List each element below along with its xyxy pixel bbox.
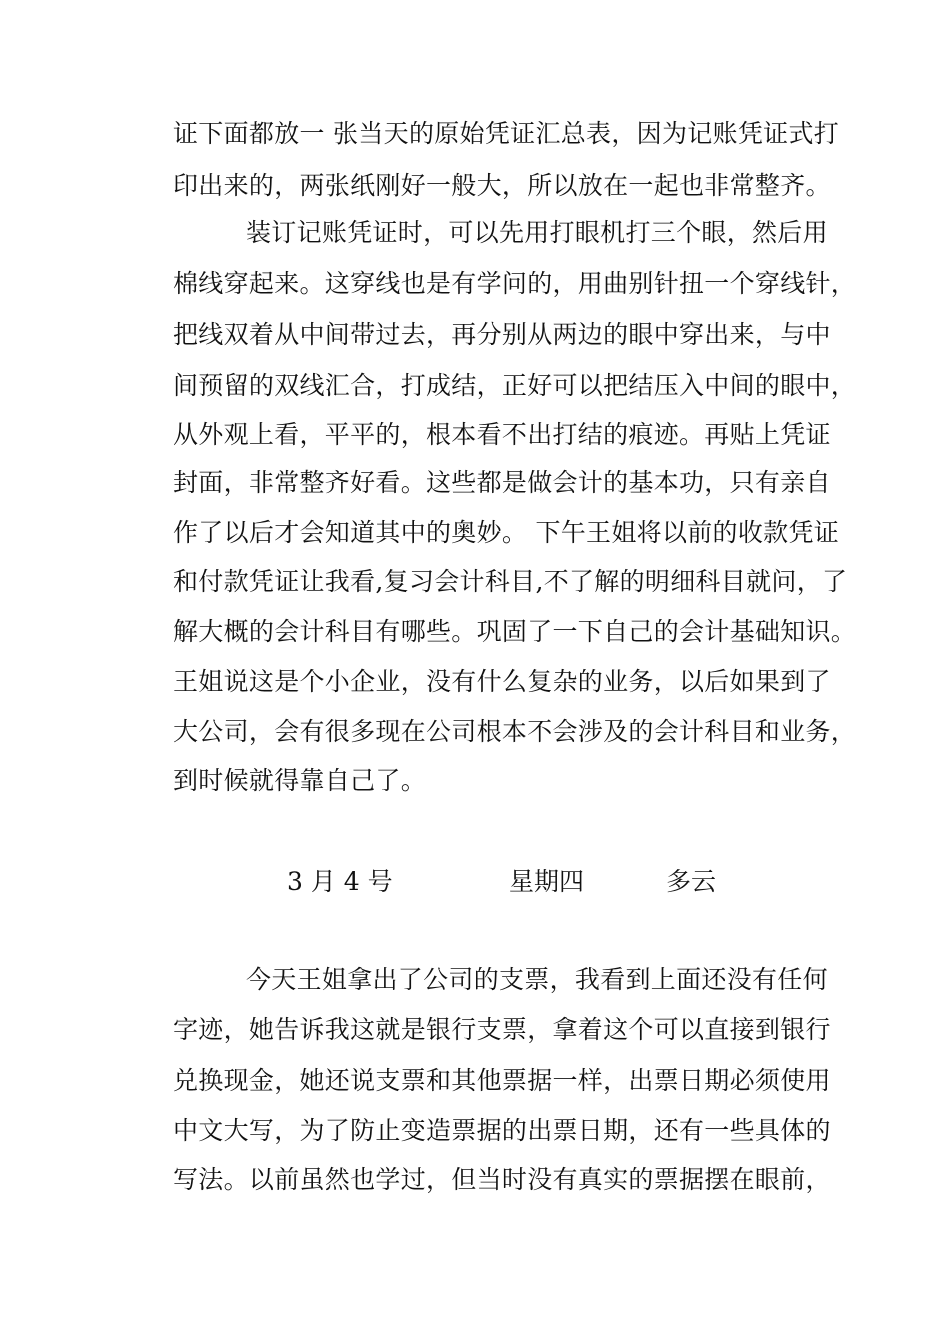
paragraph2-line-10: 王姐说这是个小企业，没有什么复杂的业务，以后如果到了 bbox=[173, 667, 831, 696]
date-text: 3 月 4 号 bbox=[287, 867, 393, 896]
paragraph3-line-4: 中文大写，为了防止变造票据的出票日期，还有一些具体的 bbox=[173, 1116, 831, 1145]
paragraph2-line-4: 间预留的双线汇合，打成结，正好可以把结压入中间的眼中， bbox=[173, 371, 857, 400]
paragraph2-line-3: 把线双着从中间带过去，再分别从两边的眼中穿出来，与中 bbox=[173, 320, 831, 349]
paragraph2-line-9: 解大概的会计科目有哪些。巩固了一下自己的会计基础知识。 bbox=[173, 617, 857, 646]
paragraph2-line-11: 大公司，会有很多现在公司根本不会涉及的会计科目和业务， bbox=[173, 717, 857, 746]
paragraph3-line-5: 写法。以前虽然也学过，但当时没有真实的票据摆在眼前， bbox=[173, 1165, 831, 1194]
paragraph2-line-12: 到时候就得靠自己了。 bbox=[173, 766, 427, 795]
paragraph2-line-6: 封面，非常整齐好看。这些都是做会计的基本功，只有亲自 bbox=[173, 468, 831, 497]
paragraph3-line-2: 字迹，她告诉我这就是银行支票，拿着这个可以直接到银行 bbox=[173, 1015, 831, 1044]
weekday-text: 星期四 bbox=[509, 867, 585, 896]
paragraph2-line-7: 作了以后才会知道其中的奥妙。 下午王姐将以前的收款凭证 bbox=[173, 518, 840, 547]
paragraph3-line-1: 今天王姐拿出了公司的支票，我看到上面还没有任何 bbox=[246, 965, 828, 994]
paragraph2-line-1: 装订记账凭证时，可以先用打眼机打三个眼，然后用 bbox=[246, 218, 828, 247]
paragraph1-line-1: 证下面都放一 张当天的原始凭证汇总表，因为记账凭证式打 bbox=[173, 119, 840, 148]
paragraph2-line-8: 和付款凭证让我看,复习会计科目,不了解的明细科目就问，了 bbox=[173, 567, 848, 596]
paragraph1-line-2: 印出来的，两张纸刚好一般大，所以放在一起也非常整齐。 bbox=[173, 171, 831, 200]
weather-text: 多云 bbox=[666, 867, 717, 896]
paragraph2-line-5: 从外观上看，平平的，根本看不出打结的痕迹。再贴上凭证 bbox=[173, 420, 831, 449]
paragraph2-line-2: 棉线穿起来。这穿线也是有学问的，用曲别针扭一个穿线针， bbox=[173, 269, 857, 298]
paragraph3-line-3: 兑换现金，她还说支票和其他票据一样，出票日期必须使用 bbox=[173, 1066, 831, 1095]
